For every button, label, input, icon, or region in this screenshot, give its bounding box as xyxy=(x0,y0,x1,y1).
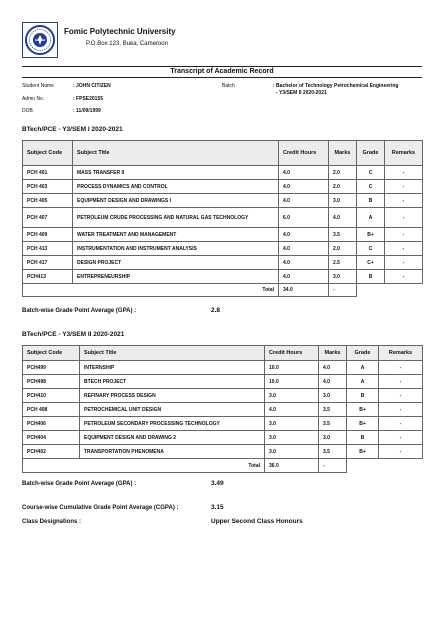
grade: B+ xyxy=(347,445,379,459)
subject-title: PROCESS DYNAMICS AND CONTROL xyxy=(73,180,279,194)
cgpa-label: Course-wise Cumulative Grade Point Average (CGPA) : xyxy=(22,505,179,511)
grade: B+ xyxy=(347,417,379,431)
credit-hours: 4.0 xyxy=(279,228,329,242)
header-grade: Grade xyxy=(357,141,385,166)
subject-code: PCH499 xyxy=(23,361,80,375)
subject-title: EQUIPMENT DESIGN AND DRAWINGS I xyxy=(73,194,279,208)
remarks: - xyxy=(385,256,423,270)
grade: A xyxy=(347,361,379,375)
table-row xyxy=(23,228,423,242)
semester2-table xyxy=(22,345,423,473)
table-row xyxy=(23,242,423,256)
grade: B+ xyxy=(347,403,379,417)
batch-value-line2: - Y3/SEM II 2020-2021 xyxy=(276,89,327,96)
remarks: - xyxy=(385,180,423,194)
subject-title: DESIGN PROJECT xyxy=(73,256,279,270)
subject-title: WATER TREATMENT AND MANAGEMENT xyxy=(73,228,279,242)
credit-hours: 3.0 xyxy=(265,431,319,445)
table-row xyxy=(23,180,423,194)
marks: 4.0 xyxy=(329,208,357,228)
subject-title: ENTREPRENEURSHIP xyxy=(73,270,279,284)
semester2-total-row xyxy=(23,459,423,473)
dob-label: DOB xyxy=(22,108,33,114)
student-name-value: : JOHN CITIZEN xyxy=(73,83,111,89)
header-credit-hours: Credit Hours xyxy=(265,346,319,361)
grade: B xyxy=(357,270,385,284)
table-row xyxy=(23,403,423,417)
table-row xyxy=(23,208,423,228)
subject-title: TRANSPORTATION PHENOMENA xyxy=(80,445,265,459)
credit-hours: 4.0 xyxy=(279,166,329,180)
grade: B xyxy=(357,194,385,208)
table-row xyxy=(23,270,423,284)
marks: 4.0 xyxy=(319,361,347,375)
grade: C xyxy=(357,242,385,256)
grade: C xyxy=(357,166,385,180)
header-grade: Grade xyxy=(347,346,379,361)
grade: B+ xyxy=(357,228,385,242)
table-row xyxy=(23,417,423,431)
remarks: - xyxy=(385,228,423,242)
credit-hours: 4.0 xyxy=(265,403,319,417)
table-row xyxy=(23,256,423,270)
marks: 2.5 xyxy=(329,256,357,270)
semester1-gpa-value: 2.8 xyxy=(211,307,221,314)
remarks: - xyxy=(379,389,423,403)
subject-code: PCH 405 xyxy=(23,194,73,208)
total-empty xyxy=(379,459,423,473)
total-marks: - xyxy=(319,459,347,473)
header-remarks: Remarks xyxy=(385,141,423,166)
marks: 2.0 xyxy=(329,166,357,180)
subject-code: PCH498 xyxy=(23,375,80,389)
header-subject-title: Subject Title xyxy=(80,346,265,361)
subject-code: PCH 408 xyxy=(23,403,80,417)
semester1-gpa-label: Batch-wise Grade Point Average (GPA) : xyxy=(22,308,137,314)
remarks: - xyxy=(379,375,423,389)
remarks: - xyxy=(379,445,423,459)
admission-number-label: Admn No. xyxy=(22,96,45,102)
remarks: - xyxy=(379,403,423,417)
semester2-gpa-label: Batch-wise Grade Point Average (GPA) : xyxy=(22,481,137,487)
subject-title: MASS TRANSFER II xyxy=(73,166,279,180)
grade: C xyxy=(357,180,385,194)
header-credit-hours: Credit Hours xyxy=(279,141,329,166)
remarks: - xyxy=(385,242,423,256)
marks: 3.0 xyxy=(329,270,357,284)
subject-title: PETROCHEMICAL UNIT DESIGN xyxy=(80,403,265,417)
total-empty xyxy=(385,284,423,297)
header-subject-code: Subject Code xyxy=(23,141,73,166)
subject-code: PCH402 xyxy=(23,445,80,459)
table-row xyxy=(23,361,423,375)
marks: 3.0 xyxy=(329,194,357,208)
credit-hours: 4.0 xyxy=(279,242,329,256)
marks: 3.5 xyxy=(319,445,347,459)
total-credit-hours: 36.0 xyxy=(265,459,319,473)
marks: 3.0 xyxy=(319,389,347,403)
total-spacer xyxy=(23,284,73,297)
credit-hours: 4.0 xyxy=(279,194,329,208)
class-designation-value: Upper Second Class Honours xyxy=(211,518,303,525)
table-row xyxy=(23,389,423,403)
marks: 3.0 xyxy=(319,431,347,445)
table-row xyxy=(23,375,423,389)
marks: 2.0 xyxy=(329,180,357,194)
class-designation-label: Class Designations : xyxy=(22,519,82,525)
semester2-header-row xyxy=(23,346,423,361)
total-empty xyxy=(357,284,385,297)
header-marks: Marks xyxy=(329,141,357,166)
credit-hours: 3.0 xyxy=(265,417,319,431)
header-remarks: Remarks xyxy=(379,346,423,361)
grade: A xyxy=(347,375,379,389)
total-empty xyxy=(347,459,379,473)
subject-code: PCH 403 xyxy=(23,180,73,194)
batch-value-line1: : Bachelor of Technology Petrochemical Engineering xyxy=(273,83,399,89)
header-marks: Marks xyxy=(319,346,347,361)
credit-hours: 10.0 xyxy=(265,375,319,389)
marks: 2.0 xyxy=(329,242,357,256)
total-label: Total xyxy=(80,459,265,473)
table-row xyxy=(23,194,423,208)
marks: 3.5 xyxy=(319,417,347,431)
semester2-title: BTech/PCE - Y3/SEM II 2020-2021 xyxy=(22,331,125,338)
subject-code: PCH406 xyxy=(23,417,80,431)
credit-hours: 4.0 xyxy=(279,270,329,284)
subject-title: INSTRUMENTATION AND INSTRUMENT ANALYSIS xyxy=(73,242,279,256)
total-label: Total xyxy=(73,284,279,297)
marks: 3.5 xyxy=(329,228,357,242)
semester1-title: BTech/PCE - Y3/SEM I 2020-2021 xyxy=(22,126,123,133)
marks: 4.0 xyxy=(319,375,347,389)
credit-hours: 4.0 xyxy=(279,180,329,194)
semester1-header-row xyxy=(23,141,423,166)
subject-title: PETROLEUM CRUDE PROCESSING AND NATURAL GAS TECHNOLOGY xyxy=(73,208,279,228)
university-logo-icon xyxy=(22,22,58,58)
grade: B xyxy=(347,389,379,403)
university-header xyxy=(22,22,422,62)
header-subject-title: Subject Title xyxy=(73,141,279,166)
subject-code: PCH 407 xyxy=(23,208,73,228)
credit-hours: 4.0 xyxy=(279,256,329,270)
remarks: - xyxy=(385,166,423,180)
semester2-gpa-value: 3.49 xyxy=(211,480,224,487)
admission-number-value: : FPSE20155 xyxy=(73,96,104,102)
credit-hours: 3.0 xyxy=(265,389,319,403)
grade: A xyxy=(357,208,385,228)
semester1-table xyxy=(22,140,423,297)
remarks: - xyxy=(379,361,423,375)
credit-hours: 3.0 xyxy=(265,445,319,459)
subject-code: PCH410 xyxy=(23,389,80,403)
marks: 3.5 xyxy=(319,403,347,417)
subject-code: PCH 413 xyxy=(23,242,73,256)
batch-label: Batch xyxy=(222,83,235,89)
subject-title: REFINARY PROCESS DESIGN xyxy=(80,389,265,403)
credit-hours: 6.0 xyxy=(279,208,329,228)
subject-title: EQUIPMENT DESIGN AND DRAWING 2 xyxy=(80,431,265,445)
university-name: Fomic Polytechnic University xyxy=(64,27,176,36)
university-address: P.O.Box 123, Buea, Cameroon xyxy=(86,41,168,47)
remarks: - xyxy=(385,208,423,228)
total-marks: - xyxy=(329,284,357,297)
remarks: - xyxy=(379,417,423,431)
table-row xyxy=(23,431,423,445)
subject-code: PCH 417 xyxy=(23,256,73,270)
subject-title: PETROLEUM SECONDARY PROCESSING TECHNOLOGY xyxy=(80,417,265,431)
grade: B xyxy=(347,431,379,445)
table-row xyxy=(23,166,423,180)
subject-code: PCH 409 xyxy=(23,228,73,242)
subject-code: PCH413 xyxy=(23,270,73,284)
total-credit-hours: 34.0 xyxy=(279,284,329,297)
grade: C+ xyxy=(357,256,385,270)
header-subject-code: Subject Code xyxy=(23,346,80,361)
total-spacer xyxy=(23,459,80,473)
batch-value xyxy=(273,83,399,96)
document-title: Transcript of Academic Record xyxy=(22,66,422,78)
semester1-total-row xyxy=(23,284,423,297)
subject-title: BTECH PROJECT xyxy=(80,375,265,389)
remarks: - xyxy=(379,431,423,445)
table-row xyxy=(23,445,423,459)
dob-value: : 11/09/1999 xyxy=(73,108,101,114)
subject-code: PCH404 xyxy=(23,431,80,445)
cgpa-value: 3.15 xyxy=(211,504,224,511)
student-name-label: Student Name xyxy=(22,83,54,89)
subject-code: PCH 401 xyxy=(23,166,73,180)
remarks: - xyxy=(385,194,423,208)
subject-title: INTERNSHIP xyxy=(80,361,265,375)
remarks: - xyxy=(385,270,423,284)
credit-hours: 10.0 xyxy=(265,361,319,375)
